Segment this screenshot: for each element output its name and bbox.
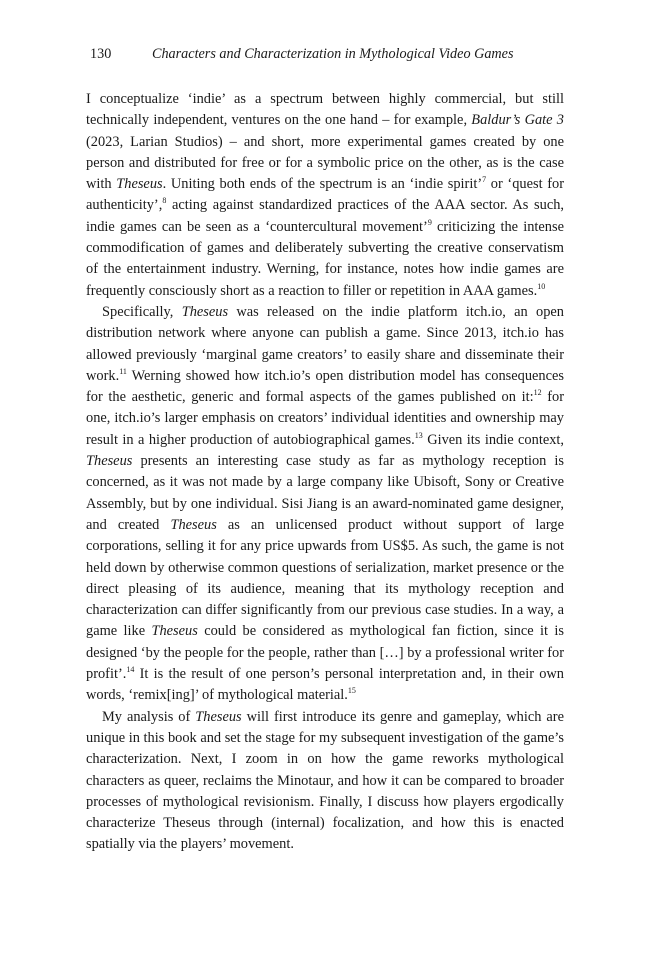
text-run: presents an interesting case study as far as mythology reception is concerned, as it was not made by a large company like Ubisoft, Sony or Creative Assembly, but by one individual. Sisi Jiang is an award-nominated game designer, and created [86,453,564,533]
italic-title: Theseus [195,708,242,725]
text-run: I conceptualize ‘indie’ as a spectrum between highly commercial, but still technically independent, ventures on the one hand – for example, [86,91,564,129]
footnote-ref: 7 [482,175,487,185]
footnote-ref: 14 [126,665,135,675]
footnote-ref: 13 [414,430,423,440]
text-run: or ‘quest for authenticity’, [86,176,565,214]
footnote-ref: 10 [537,281,546,291]
running-title: Characters and Characterization in Mythological Video Games [152,46,514,62]
text-run: acting against standardized practices of the AAA sector. As such, indie games can be seen as a ‘countercultural movement’ [86,197,564,235]
text-run: (2023, Larian Studios) – and short, more experimental games created by one person and distributed for free or for a symbolic price on the other, as is the case with [86,133,564,193]
text-run: as an unlicensed product without support of large corporations, selling it for any price upwards from US$5. As such, the game is not held down by otherwise common questions of serialization, market presence or the direct pleasing of its audience, meaning that its mythology reception and characterization can differ significantly from our previous case studies. In a way, a game like [86,516,564,640]
text-run: was released on the indie platform itch.io, an open distribution network where anyone can publish a game. Since 2013, itch.io has allowed previously ‘marginal game creators’ to easily share and disseminate their work. [86,303,564,384]
italic-title: Baldur’s Gate 3 [471,112,564,129]
text-run: Specifically, [102,303,182,320]
footnote-ref: 8 [162,196,167,206]
text-run: for one, itch.io’s larger emphasis on creators’ individual identities and ownership may result in a higher production of autobiographical games. [86,389,564,448]
text-run: criticizing the intense commodification of games and deliberately subverting the creative conservatism of the entertainment industry. Werning, for instance, notes how indie games are frequently consciously short as a reaction to filler or repetition in AAA games. [86,218,564,299]
footnote-ref: 11 [119,367,127,377]
italic-title: Theseus [170,516,217,533]
running-head [90,44,562,64]
text-run: Werning showed how itch.io’s open distribution model has consequences for the aesthetic, generic and formal aspects of the games published on it: [86,367,564,406]
italic-title: Theseus [116,176,163,193]
text-run: Given its indie context, [422,431,564,448]
footnote-ref: 9 [427,217,432,227]
footnote-ref: 12 [533,388,542,398]
text-run: will first introduce its genre and gameplay, which are unique in this book and set the stage for my subsequent investigation of the game’s characterization. Next, I zoom in on how the game reworks mythological characters as queer, reclaims the Minotaur, and how it can be compared to broader processes of mythological revisionism. Finally, I discuss how players ergodically characterize Theseus through (internal) focalization, and how this is enacted spatially via the players’ movement. [86,708,565,853]
paragraph-1 [86,89,564,302]
body-text [86,89,564,856]
paragraph-3 [86,707,564,856]
text-run: It is the result of one person’s personal interpretation and, in their own words, ‘remix[ing]’ of mythological material. [86,666,564,704]
paragraph-2 [86,302,564,707]
italic-title: Theseus [86,453,133,470]
page-number: 130 [90,46,112,62]
footnote-ref: 15 [347,686,356,696]
text-run: could be considered as mythological fan fiction, since it is designed ‘by the people for the people, rather than […] by a professional writer for profit’. [86,623,564,683]
text-run: My analysis of [102,708,196,725]
italic-title: Theseus [151,623,198,640]
text-run: . Uniting both ends of the spectrum is an ‘indie spirit’ [162,176,483,193]
italic-title: Theseus [181,303,229,320]
